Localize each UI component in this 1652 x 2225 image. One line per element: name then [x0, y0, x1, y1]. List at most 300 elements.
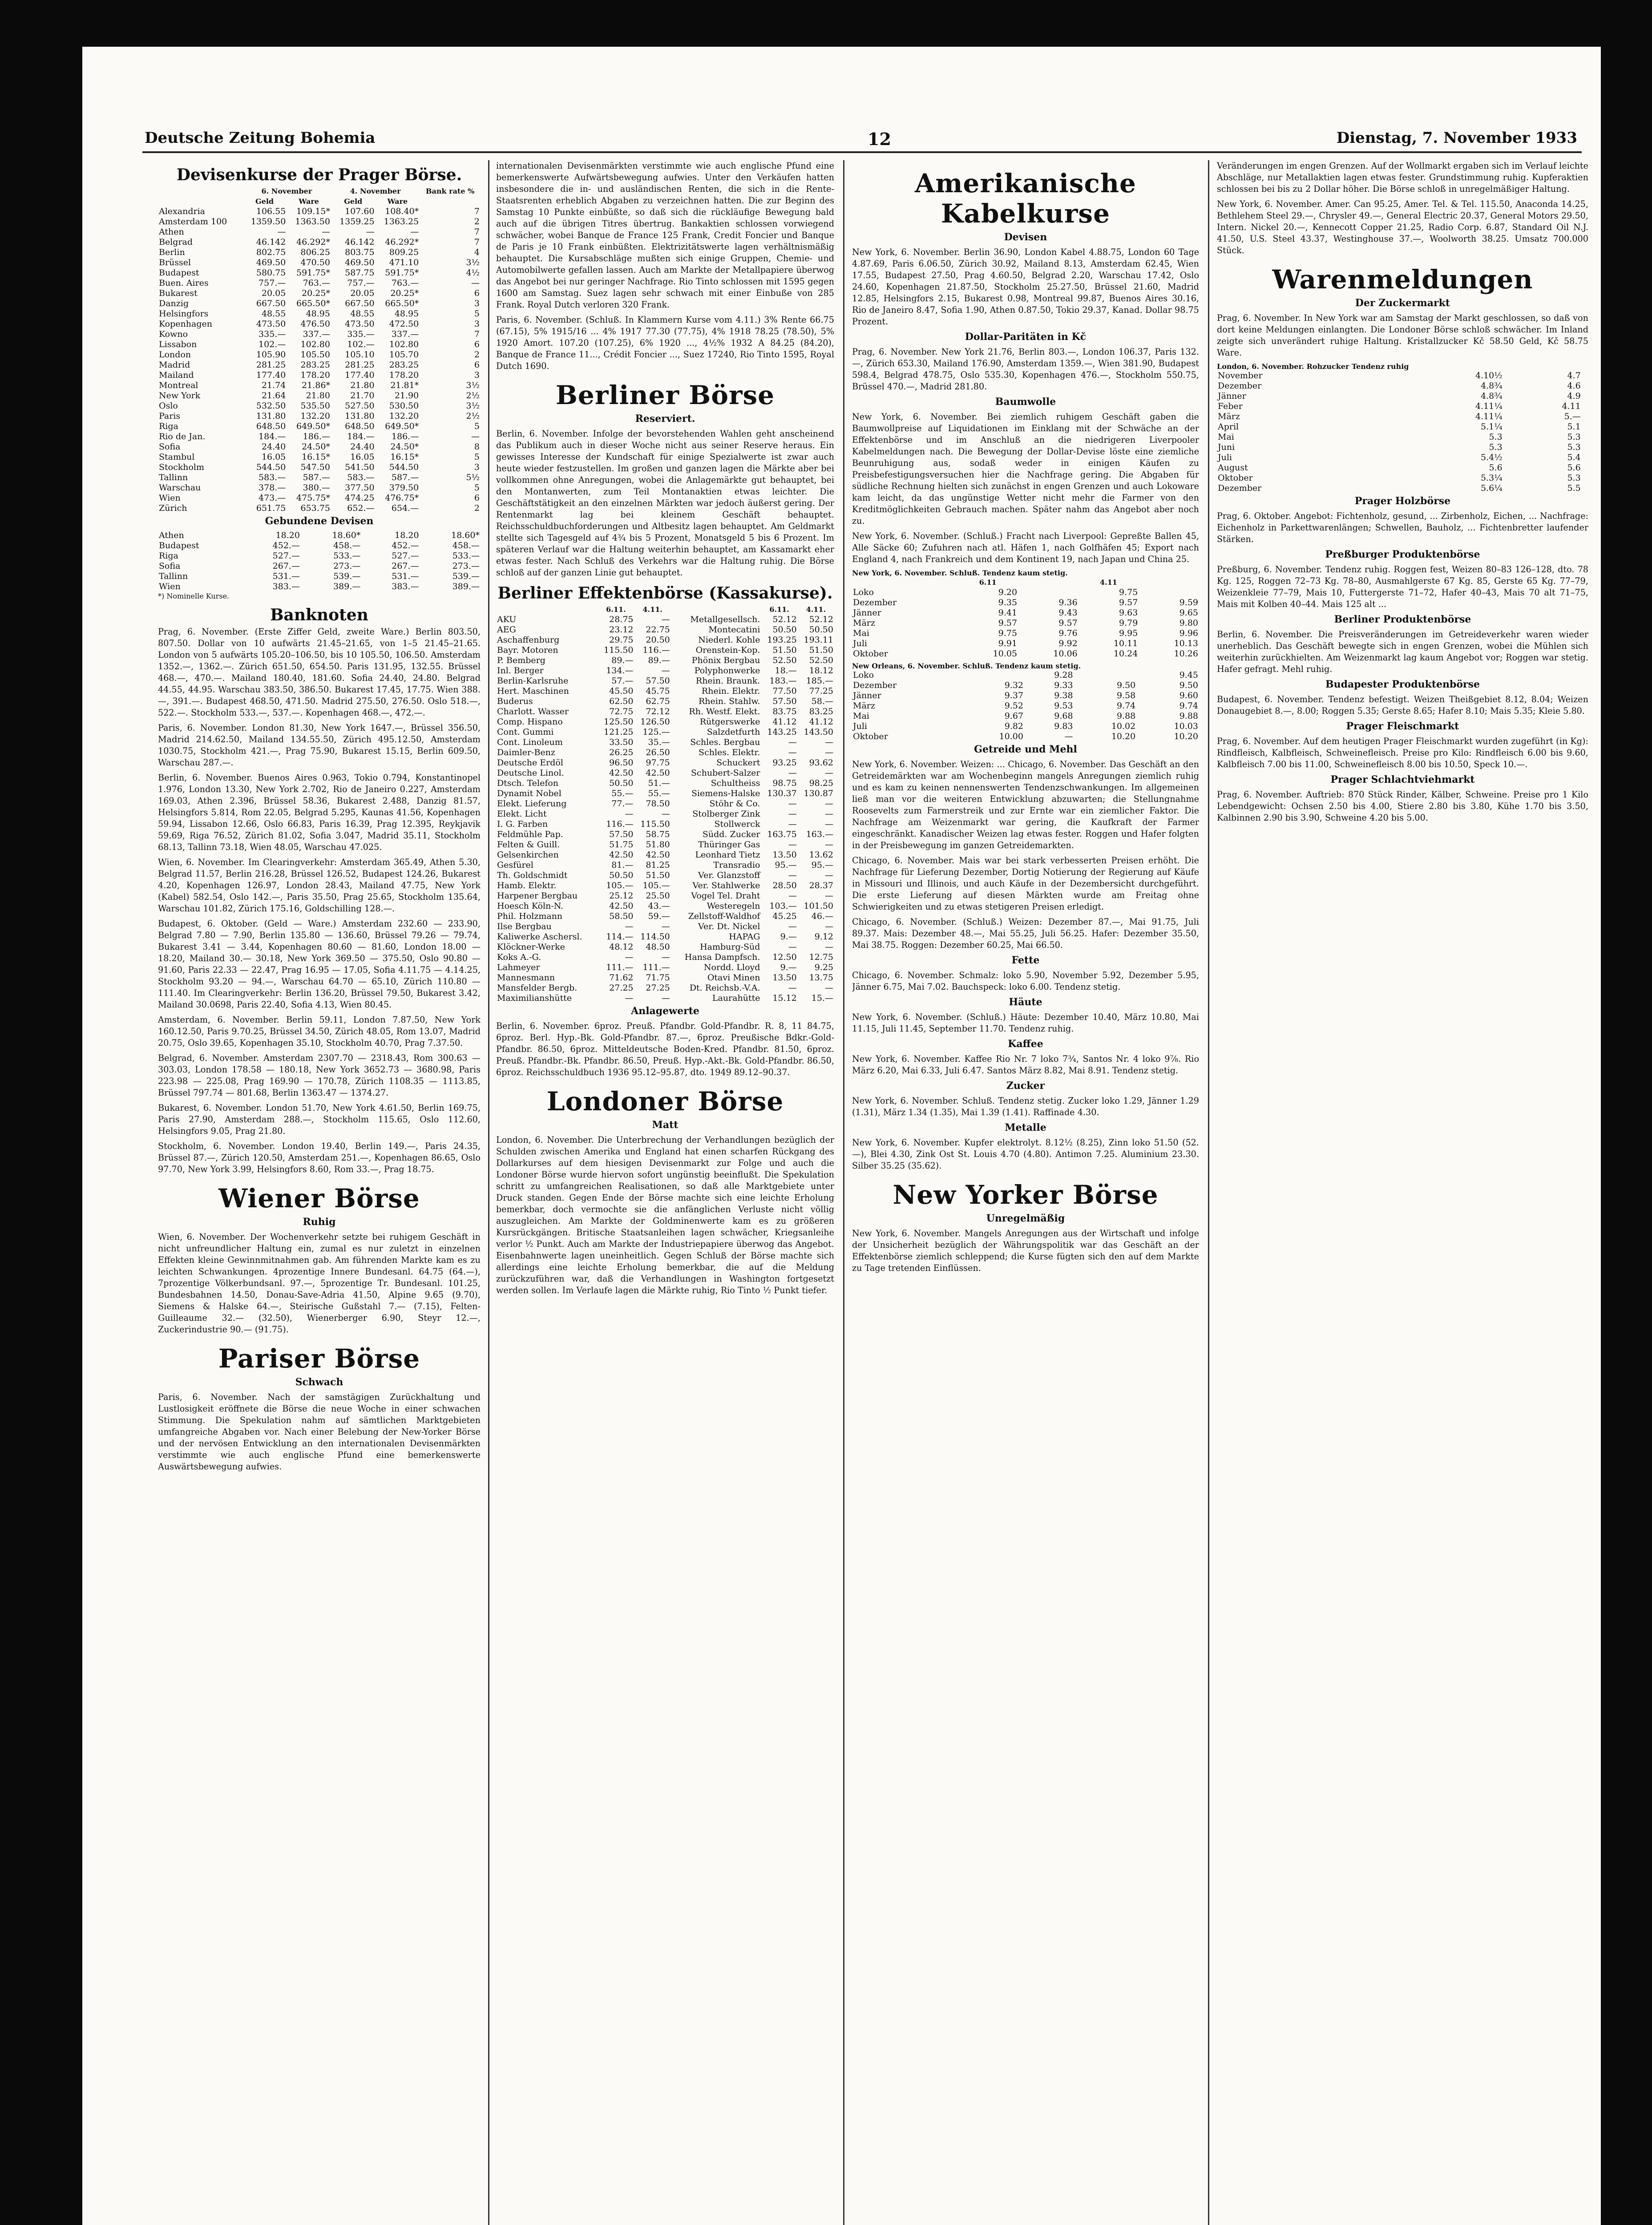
table-row: [496, 615, 834, 625]
table-row: [496, 983, 834, 993]
table-header-cell: [496, 604, 598, 615]
table-cell: 532.50: [256, 401, 286, 411]
table-cell: —: [825, 748, 833, 757]
table-cell: —: [825, 737, 833, 747]
row-label: Athen: [159, 227, 184, 237]
table-cell: 583.—: [347, 473, 375, 482]
table-cell: 283.25: [389, 360, 419, 370]
table-cell: 587.—: [303, 473, 330, 482]
row-label: Koks A.-G.: [497, 952, 541, 962]
table-cell: 452.—: [272, 541, 300, 550]
table-cell: —: [788, 891, 797, 901]
table-cell: 15.12: [772, 993, 797, 1003]
table-cell: 5: [474, 309, 480, 319]
row-label: März: [1218, 412, 1240, 421]
table-row: [158, 237, 481, 247]
table-cell: 24.40: [350, 442, 375, 452]
table-cell: 531.—: [392, 571, 419, 581]
table-row: [158, 582, 481, 592]
table-cell: 541.50: [345, 462, 375, 472]
table-cell: 654.—: [391, 503, 419, 513]
table-cell: 41.12: [772, 717, 797, 727]
table-cell: 9.74: [1116, 701, 1136, 711]
table-cell: 10.11: [1113, 639, 1138, 648]
table-cell: 4: [474, 247, 480, 257]
table-row: [158, 370, 481, 380]
table-cell: 132.20: [389, 411, 419, 421]
row-label: Juli: [1218, 453, 1232, 462]
table-cell: 4½: [466, 268, 480, 278]
row-label: Dezember: [853, 680, 897, 690]
masthead-title: Deutsche Zeitung Bohemia: [145, 129, 376, 147]
table-row: [496, 840, 834, 850]
table-cell: 9.25: [814, 963, 833, 972]
table-cell: 539.—: [452, 571, 480, 581]
table-cell: 383.—: [392, 582, 419, 591]
pressburger-text: Preßburg, 6. November. Tendenz ruhig. Roggen fest, Weizen 80–83 126–128, dto. 78 Kg. 125, Roggen 72–73 Kg. 78–80, Ausmahlgerste 67 Kg. 85, Gerste 65 Kg. 77–79, Weizenkleie 77–79, Mais 10, Futtergerste 71–72, Hafer 40–43, Mais 70 alt 71–75, Mais mit Kolben 40–44. Mais 125 alt ...: [1217, 564, 1588, 609]
new-york-continuation: Veränderungen im engen Grenzen. Auf der Wollmarkt ergaben sich im Verlauf leichte Abschläge, nur Metallaktien lagen etwas fester. Grundstimmung ruhig. Kupferaktien schlossen bei bis zu 2 Dollar höher. Die Börse schloß in unregelmäßiger Haltung.: [1217, 161, 1588, 194]
row-label: Mai: [1218, 432, 1234, 442]
table-cell: 2½: [466, 411, 480, 421]
table-cell: 25.50: [646, 891, 670, 901]
row-label: I. G. Farben: [497, 819, 548, 829]
table-cell: —: [321, 227, 330, 237]
table-row: [158, 541, 481, 551]
effekten-title: Berliner Effektenbörse (Kassakurse).: [497, 584, 833, 603]
londoner-boerse-subtitle: Matt: [652, 1119, 679, 1131]
table-cell: 178.20: [300, 370, 330, 380]
row-label: Mai: [853, 628, 869, 638]
fleischmarkt-title: Prager Fleischmarkt: [1346, 720, 1459, 732]
table-cell: 115.50: [604, 645, 634, 655]
table-cell: 95.—: [775, 860, 797, 870]
table-cell: Ver. Glanzstoff: [698, 870, 760, 880]
table-header-cell: Bank rate %: [425, 187, 475, 195]
table-row: [158, 340, 481, 350]
table-cell: Zellstoff-Waldhof: [688, 911, 760, 921]
table-cell: 193.11: [804, 635, 833, 645]
table-cell: 580.75: [256, 268, 286, 278]
table-cell: 106.55: [256, 206, 286, 216]
paragraph: Stockholm, 6. November. London 19.40, Berlin 149.—, Paris 24.35, Brüssel 87.—, Zürich 120.50, Amsterdam 251.—, Kopenhagen 86.65, Oslo 97.70, New York 3.99, Helsingfors 8.60, Rom 33.—, Prag 18.75.: [158, 1141, 481, 1174]
header-rule: [142, 151, 1582, 153]
table-cell: 651.75: [256, 503, 286, 513]
table-cell: 591.75*: [296, 268, 330, 278]
table-cell: 533.—: [333, 551, 361, 561]
anlagewerte-text: Berlin, 6. November. 6proz. Preuß. Pfandbr. Gold-Pfandbr. R. 8, 11 84.75, 6proz. Berl. Hyp.-Bk. Gold-Pfandbr. 87.—, 6proz. Preußische Bdkr.-Gold-Pfandbr. 86.50, 6proz. Mitteldeutsche Boden-Kred. Pfandbr. 81.50, 6proz. Preuß. Pfandbr.-Bk. Pfandbr. 86.50, Preuß. Hyp.-Akt.-Bk. Gold-Pfandbr. 86.50, 6proz. Reichsschuldbuch 1936 95.12–95.87, dto. 1949 89.12–90.37.: [496, 1021, 834, 1077]
table-cell: 9.88: [1116, 711, 1136, 721]
table-cell: —: [661, 615, 670, 624]
table-cell: 42.50: [646, 850, 670, 860]
table-cell: 89.—: [611, 655, 634, 665]
table-cell: 33.50: [609, 737, 634, 747]
fleischmarkt-text: Prag, 6. November. Auf dem heutigen Prager Fleischmarkt wurden zugeführt (in Kg): Rindfleisch, Kalbfleisch, Schweinefleisch. Preise pro Kilo: Rindfleisch 6.00 bis 9.60, Kalbfleisch 7.00 bis 11.00, Schweinefleisch 8.00 bis 10.50, Speck 10.—.: [1217, 736, 1588, 769]
table-cell: —: [788, 809, 797, 819]
table-cell: 527.50: [345, 401, 375, 411]
table-row: [496, 952, 834, 963]
table-cell: 163.75: [767, 829, 797, 839]
row-label: Budapest: [159, 541, 199, 550]
row-label: Jänner: [853, 691, 881, 700]
table-cell: 97.75: [646, 758, 670, 768]
table-cell: —: [471, 278, 480, 288]
table-cell: —: [661, 993, 670, 1003]
table-cell: —: [788, 983, 797, 993]
table-row: [158, 206, 481, 217]
table-cell: 281.25: [256, 360, 286, 370]
table-cell: 4.8¾: [1481, 391, 1503, 401]
table-cell: 77.50: [772, 686, 797, 696]
table-cell: 21.64: [261, 391, 286, 400]
row-label: Riga: [159, 421, 178, 431]
row-label: New York: [159, 391, 201, 400]
table-cell: 527.—: [272, 551, 300, 561]
table-row: [852, 680, 1199, 691]
table-cell: 16.15*: [302, 452, 330, 462]
table-cell: 89.—: [648, 655, 670, 665]
row-label: Loko: [853, 587, 874, 597]
table-cell: 9.45: [1179, 670, 1198, 680]
table-cell: 4.11¼: [1475, 401, 1503, 411]
row-label: Dezember: [853, 598, 897, 607]
table-cell: 101.50: [804, 901, 833, 911]
table-cell: 115.50: [640, 819, 670, 829]
table-cell: 45.50: [609, 686, 634, 696]
table-cell: 9.75: [998, 628, 1018, 638]
table-cell: 5.3: [1489, 432, 1503, 442]
table-cell: 46.—: [811, 911, 833, 921]
table-cell: 3½: [466, 380, 480, 390]
table-cell: 105.70: [389, 350, 419, 360]
table-cell: 380.—: [303, 483, 330, 493]
table-cell: 23.12: [609, 625, 634, 635]
table-row: [158, 309, 481, 319]
table-cell: Rh. Westf. Elekt.: [689, 707, 760, 716]
table-row: [852, 721, 1199, 732]
table-header-cell: [1139, 577, 1199, 587]
wiener-boerse-title: Wiener Börse: [218, 1183, 420, 1214]
table-cell: 547.50: [300, 462, 330, 472]
table-cell: 45.25: [772, 911, 797, 921]
table-row: [496, 829, 834, 840]
table-cell: 58.75: [646, 829, 670, 839]
table-cell: 103.—: [769, 901, 797, 911]
table-row: [496, 789, 834, 799]
table-cell: —: [825, 768, 833, 778]
metalle-title: Metalle: [1005, 1122, 1046, 1133]
table-cell: 16.05: [261, 452, 286, 462]
table-cell: 6: [474, 288, 480, 298]
table-cell: —: [625, 922, 634, 931]
table-cell: Rhein. Stahlw.: [698, 696, 760, 706]
table-row: [496, 809, 834, 819]
row-label: London: [159, 350, 191, 360]
table-cell: 102.80: [300, 340, 330, 349]
table-header-cell: Ware: [387, 197, 408, 206]
table-row: [496, 819, 834, 829]
table-cell: 105.—: [642, 881, 670, 890]
table-row: [1217, 432, 1588, 442]
table-cell: 132.20: [300, 411, 330, 421]
baumwolle-table: [852, 577, 1199, 659]
table-row: [496, 942, 834, 952]
table-cell: 9.—: [780, 932, 797, 942]
table-cell: 42.50: [609, 901, 634, 911]
table-cell: 378.—: [259, 483, 286, 493]
table-cell: 9.36: [1058, 598, 1078, 607]
table-cell: 12.75: [809, 952, 833, 962]
table-header-cell: 6.11.: [606, 605, 626, 614]
table-cell: Polyphonwerke: [694, 666, 760, 676]
table-cell: 9.96: [1179, 628, 1198, 638]
table-cell: 667.50: [256, 299, 286, 308]
row-label: Dezember: [1218, 483, 1262, 493]
table-cell: 96.50: [609, 758, 634, 768]
table-cell: 20.50: [646, 635, 670, 645]
table-cell: 3½: [466, 258, 480, 267]
table-row: [1217, 412, 1588, 422]
table-cell: —: [825, 799, 833, 809]
row-label: Lissabon: [159, 340, 197, 349]
row-label: Oktober: [1218, 473, 1253, 483]
table-cell: 389.—: [452, 582, 480, 591]
table-cell: 5: [474, 421, 480, 431]
table-cell: 5.—: [1564, 412, 1581, 421]
table-cell: 77.25: [809, 686, 833, 696]
zuckermarkt-text: Prag, 6. November. In New York war am Samstag der Markt geschlossen, so daß von dort keine Meldungen einlangten. Die Londoner Börse schloß schwächer. Im Inland zeigte sich unverändert ruhige Haltung. Kristallzucker Kč 58.50 Geld, Kč 58.75 Ware.: [1217, 313, 1588, 358]
table-cell: 193.25: [767, 635, 797, 645]
row-label: Gesfürel: [497, 860, 533, 870]
table-cell: 105.10: [345, 350, 375, 360]
schlachtviehmarkt-text: Prag, 6. November. Auftrieb: 870 Stück Rinder, Kälber, Schweine. Preise pro 1 Kilo Lebendgewicht: Ochsen 2.50 bis 4.00, Stiere 2.80 bis 3.80, Kühe 1.70 bis 3.50, Kalbinnen 2.90 bis 3.90, Schweine 4.20 bis 5.00.: [1217, 789, 1588, 823]
table-cell: 5.4: [1567, 453, 1581, 462]
pariser-boerse-title: Pariser Börse: [218, 1343, 420, 1374]
gebunden-table: [158, 530, 481, 592]
table-cell: Metallgesellsch.: [690, 615, 760, 624]
budapester-title: Budapester Produktenbörse: [1325, 679, 1480, 690]
dollar-paritaeten-title: Dollar-Paritäten in Kč: [965, 331, 1087, 343]
table-cell: 389.—: [333, 582, 361, 591]
table-cell: 9.20: [998, 587, 1018, 597]
table-cell: 93.62: [809, 758, 833, 768]
table-header-cell: [158, 196, 242, 206]
table-row: [158, 561, 481, 571]
table-cell: 130.87: [804, 789, 833, 798]
table-cell: 50.50: [809, 625, 833, 635]
table-cell: 78.50: [646, 799, 670, 809]
table-cell: 5: [474, 452, 480, 462]
table-cell: Hamburg-Süd: [700, 942, 760, 952]
effekten-table: [496, 604, 834, 1003]
table-cell: 143.25: [767, 727, 797, 737]
table-cell: 48.55: [261, 309, 286, 319]
table-cell: —: [825, 891, 833, 901]
table-cell: 109.15*: [296, 206, 330, 216]
banknoten-title: Banknoten: [270, 606, 368, 624]
table-cell: 5.5: [1567, 483, 1581, 493]
table-cell: 48.95: [394, 309, 419, 319]
row-label: Stambul: [159, 452, 195, 462]
table-row: [496, 727, 834, 737]
table-cell: Schubert-Salzer: [691, 768, 760, 778]
table-cell: 83.75: [772, 707, 797, 716]
table-cell: 20.05: [261, 288, 286, 298]
table-cell: 27.25: [646, 983, 670, 993]
table-cell: —: [788, 840, 797, 850]
table-cell: [1582, 422, 1588, 432]
row-label: Ilse Bergbau: [497, 922, 552, 931]
london-zucker-table: [1217, 371, 1588, 494]
table-cell: 458.—: [452, 541, 480, 550]
table-cell: 26.25: [609, 748, 634, 757]
table-cell: Rhein. Elektr.: [701, 686, 760, 696]
table-cell: Salzdetfurth: [707, 727, 760, 737]
new-yorker-boerse-title: New Yorker Börse: [893, 1180, 1159, 1210]
table-cell: Niederl. Kohle: [698, 635, 760, 645]
getreide-title: Getreide und Mehl: [974, 744, 1077, 755]
row-label: Dtsch. Telefon: [497, 778, 559, 788]
newspaper-sheet: [116, 98, 1602, 2225]
table-cell: 51.80: [646, 840, 670, 850]
table-cell: —: [788, 748, 797, 757]
row-label: Tallinn: [159, 571, 188, 581]
table-cell: 93.25: [772, 758, 797, 768]
table-cell: 9.92: [1058, 639, 1078, 648]
row-label: Warschau: [159, 483, 201, 493]
anlagewerte-title: Anlagewerte: [631, 1005, 699, 1017]
row-label: Kopenhagen: [159, 319, 212, 329]
table-cell: 9.65: [1179, 608, 1198, 618]
budapester-text: Budapest, 6. November. Tendenz befestigt. Weizen Theißgebiet 8.12, 8.04; Weizen Donaugebiet 8.—, 8.00; Roggen 5.35; Gerste 8.65; Hafer 8.10; Mais 5.35; Kleie 5.80.: [1217, 694, 1588, 716]
row-label: Deutsche Erdöl: [497, 758, 563, 768]
column-4: [1217, 160, 1588, 2225]
table-cell: 649.50*: [296, 421, 330, 431]
table-cell: 587.75: [345, 268, 375, 278]
table-row: [852, 598, 1199, 608]
table-cell: [1582, 381, 1588, 391]
column-3: [852, 160, 1199, 2225]
table-cell: 98.25: [809, 778, 833, 788]
row-label: Buen. Aires: [159, 278, 209, 288]
table-cell: 42.50: [609, 768, 634, 778]
table-cell: Ver. Stahlwerke: [692, 881, 760, 890]
row-label: Stockholm: [159, 462, 205, 472]
pressburger-title: Preßburger Produktenbörse: [1325, 549, 1480, 560]
london-zucker-title: London, 6. November. Rohzucker Tendenz ruhig: [1217, 362, 1409, 371]
table-cell: 98.75: [772, 778, 797, 788]
table-row: [158, 442, 481, 452]
paragraph: Berlin, 6. November. Buenos Aires 0.963, Tokio 0.794, Konstantinopel 1.976, London 13.30, New York 2.702, Rio de Janeiro 0.227, Amsterdam 169.03, Athen 2.396, Brüssel 58.36, Bukarest 2.488, Danzig 81.57, Helsingfors 5.814, Rom 22.05, Belgrad 5.295, Kaunas 41.56, Kopenhagen 59.94, Lissabon 12.66, Oslo 66.83, Paris 16.39, Prag 12.395, Reykjavik 59.69, Riga 76.52, Zürich 81.02, Sofia 3.047, Madrid 35.11, Stockholm 68.13, Tallinn 73.18, Wien 48.05, Warschau 47.025.: [158, 773, 481, 852]
table-cell: HAPAG: [729, 932, 760, 942]
berliner-boerse-text: Berlin, 6. November. Infolge der bevorstehenden Wahlen geht anscheinend das Publikum auch in dieser Woche nicht aus seiner Reserve heraus. Ein gewisses Interesse der Kundschaft für einige Spezialwerte ist zwar auch heute wieder festzustellen. Im großen und ganzen lagen die Märkte aber bei vollkommen ohne Anregungen, wobei die Anlagemärkte gut behauptet, bei den Montanwerten, zum Teil Montanaktien etwas leichter. Die Geschäftstätigkeit an den einzelnen Märkten war jedoch äußerst gering. Der Rentenmarkt lag bei kleinem Geschäft behauptet. Reichsschuldbuchforderungen und Altbesitz lagen behauptet. Am Geldmarkt stellte sich Tagesgeld auf 4¾ bis 5 Prozent, Monatsgeld 5 bis 6 Prozent. Im späteren Verlauf war die Haltung weiterhin behauptet, am Kassamarkt eher etwas fester. Nach Schluß des Verkehrs war die Haltung ruhig. Die Börse schloß auf der ganzen Linie gut behauptet.: [496, 429, 834, 578]
row-label: Mansfelder Bergb.: [497, 983, 578, 993]
table-cell: 667.50: [345, 299, 375, 308]
table-header-cell: [158, 186, 242, 196]
table-cell: —: [661, 952, 670, 962]
chicago-kurse: Chicago, 6. November. (Schluß.) Weizen: Dezember 87.—, Mai 91.75, Juli 89.37. Mais: Dezember 48.—, Mai 55.25, Juli 56.25. Hafer: Dezember 35.50, Mai 38.75. Roggen: Dezember 60.25, Mai 66.50.: [852, 917, 1199, 950]
table-cell: 383.—: [272, 582, 300, 591]
table-cell: 107.60: [345, 206, 375, 216]
table-cell: 6: [474, 360, 480, 370]
table-cell: 7: [474, 206, 480, 216]
table-row: [496, 901, 834, 911]
table-cell: 10.26: [1174, 649, 1198, 659]
table-cell: Stolberger Zink: [692, 809, 760, 819]
table-cell: 5.6: [1489, 463, 1503, 473]
table-cell: [1582, 401, 1588, 412]
table-row: [496, 717, 834, 727]
wiener-boerse-text: Wien, 6. November. Der Wochenverkehr setzte bei ruhigem Geschäft in nicht unfreundlicher Haltung ein, zumal es nur zuletzt in einzelnen Effekten kleine Gewinnmitnahmen gab. Am führenden Markte kam es zu leichten Schwankungen. 4prozentige Innere Bundesanl. 64.75 (64.—), 7prozentige Völkerbundsanl. 97.—, 5prozentige Tr. Bundesanl. 101.25, Bundesbahnen 14.50, Donau-Save-Adria 41.50, Alpine 9.65 (9.70), Siemens & Halske 64.—, Steirische Gußstahl 7.— (7.15), Felten-Guilleaume 32.— (32.50), Wienerberger 6.90, Steyr 12.—, Zuckerindustrie 90.— (91.75).: [158, 1232, 481, 1335]
row-label: Maximilianshütte: [497, 993, 572, 1003]
table-cell: Orenstein-Kop.: [695, 645, 760, 655]
row-label: Jänner: [1218, 391, 1246, 401]
table-cell: Transradio: [713, 860, 760, 870]
table-cell: —: [366, 227, 375, 237]
table-row: [852, 649, 1199, 659]
new-yorker-boerse-subtitle: Unregelmäßig: [986, 1213, 1065, 1224]
table-cell: 59.—: [648, 911, 670, 921]
row-label: Budapest: [159, 268, 199, 278]
warenmeldungen-title: Warenmeldungen: [1272, 264, 1533, 295]
table-cell: —: [788, 768, 797, 778]
row-label: März: [853, 618, 875, 628]
table-cell: 16.05: [350, 452, 375, 462]
table-cell: 184.—: [259, 432, 286, 441]
table-cell: 7: [474, 237, 480, 247]
table-header-cell: [1018, 577, 1078, 587]
table-cell: 5.1¼: [1481, 422, 1503, 432]
table-row: [496, 932, 834, 942]
table-header-cell: 4. November: [350, 187, 401, 195]
table-cell: 57.—: [611, 676, 634, 686]
baumwolle-text: New York, 6. November. Bei ziemlich ruhigem Geschäft gaben die Baumwollpreise auf Liquidationen im Einklang mit der Schwäche an der Effektenbörse und im Anschluß an die niedrigeren Liverpooler Kabelmeldungen nach. Die Bewegung der Dollar-Devise löste eine ziemliche Beunruhigung aus, sodaß weder in einigen Käufen zu Preisbefestigungsversuchen hier die Nachfrage gering. Die Abgaben für südliche Rechnung hielten sich zunächst in engen Grenzen und auch Lokoware kam leicht, da das ungünstige Wetter nicht mehr die Farmer von den Kreditmöglichkeiten Gebrauch machen. Später nahm das Angebot aber noch zu.: [852, 412, 1199, 526]
table-header-cell: 6.11: [979, 578, 997, 587]
table-cell: —: [825, 840, 833, 850]
table-cell: 8: [474, 442, 480, 452]
table-cell: Stollwerck: [714, 819, 760, 829]
table-cell: 473.50: [256, 319, 286, 329]
table-row: [1217, 442, 1588, 453]
table-cell: 114.50: [640, 932, 670, 942]
table-row: [1217, 422, 1588, 432]
table-cell: 531.—: [272, 571, 300, 581]
table-cell: 9.57: [1058, 618, 1078, 628]
table-cell: 105.90: [256, 350, 286, 360]
table-cell: 24.50*: [390, 442, 419, 452]
table-row: [158, 452, 481, 462]
devisen-table: [158, 186, 481, 514]
table-cell: 52.12: [772, 615, 797, 624]
table-cell: 27.25: [609, 983, 634, 993]
table-cell: Phönix Bergbau: [691, 655, 760, 665]
zucker-title: Zucker: [1006, 1080, 1045, 1092]
table-cell: 177.40: [256, 370, 286, 380]
table-cell: 18.12: [809, 666, 833, 676]
table-cell: 114.—: [606, 932, 634, 942]
table-cell: 9.32: [1004, 680, 1023, 690]
row-label: Oktober: [853, 649, 888, 659]
table-cell: [1582, 412, 1588, 422]
table-cell: 652.—: [347, 503, 375, 513]
row-label: Bukarest: [159, 288, 198, 298]
table-cell: 51.—: [648, 778, 670, 788]
table-cell: Montecatini: [708, 625, 760, 635]
table-row: [496, 778, 834, 789]
row-label: Zürich: [159, 503, 187, 513]
zucker-text: New York, 6. November. Schluß. Tendenz stetig. Zucker loko 1.29, Jänner 1.29 (1.31), März 1.34 (1.35), Mai 1.39 (1.41). Raffinade 4.30.: [852, 1096, 1199, 1117]
table-cell: 111.—: [642, 963, 670, 972]
table-cell: 527.—: [392, 551, 419, 561]
